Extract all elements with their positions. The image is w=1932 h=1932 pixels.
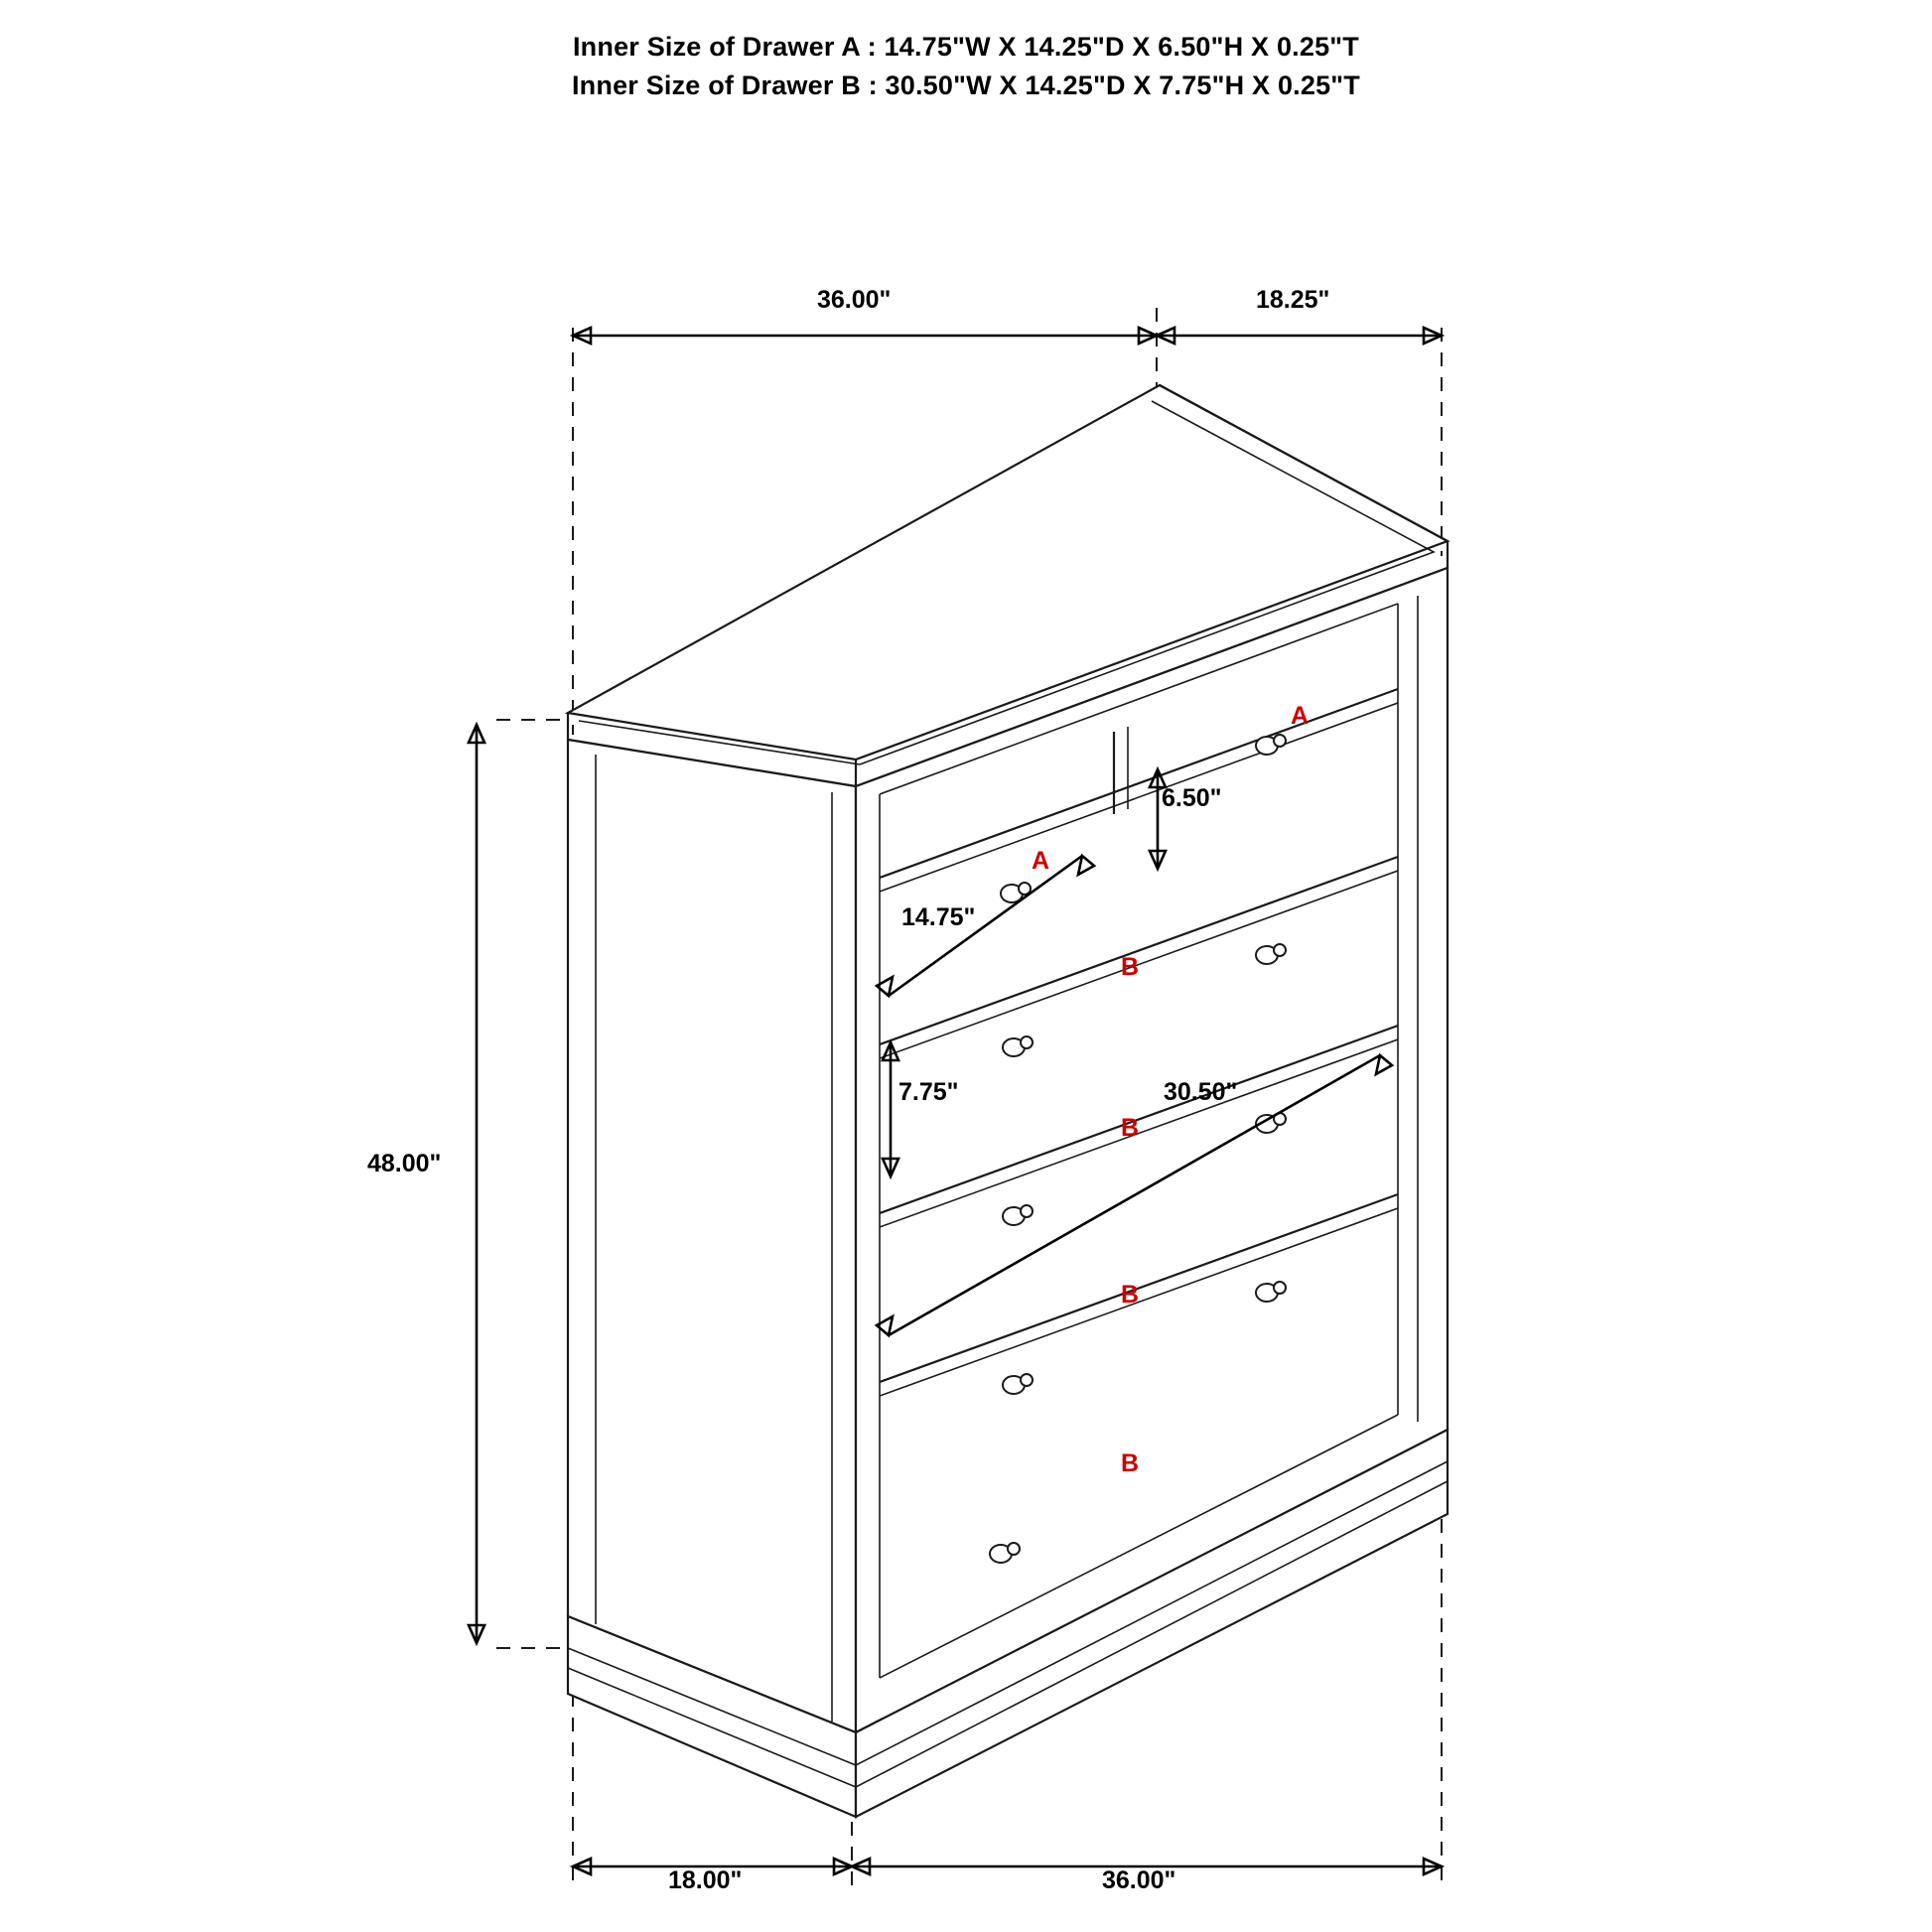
dim-height <box>469 725 484 1643</box>
header-line-drawer-a: Inner Size of Drawer A : 14.75"W X 14.25"D X 6.50"H X 0.25"T <box>572 32 1359 62</box>
label-drawer-a-height: 6.50" <box>1162 784 1222 812</box>
drawer-label-a-left: A <box>1032 847 1050 875</box>
label-top-width: 36.00" <box>817 286 892 314</box>
drawer-label-b-1: B <box>1121 953 1140 981</box>
label-height: 48.00" <box>367 1150 442 1177</box>
dim-top-width <box>573 328 1157 344</box>
drawer-label-b-2: B <box>1121 1114 1140 1142</box>
label-base-depth: 18.00" <box>668 1866 743 1894</box>
chest-left-side <box>568 740 856 1732</box>
drawer-label-b-4: B <box>1121 1449 1140 1477</box>
drawer-label-b-3: B <box>1121 1281 1140 1309</box>
label-base-width: 36.00" <box>1102 1866 1176 1894</box>
header-line-drawer-b: Inner Size of Drawer B : 30.50"W X 14.25"D X 7.75"H X 0.25"T <box>571 70 1360 101</box>
dim-top-depth <box>1157 328 1442 344</box>
label-drawer-b-height: 7.75" <box>898 1078 959 1106</box>
label-drawer-a-width: 14.75" <box>901 903 976 931</box>
label-drawer-b-width: 30.50" <box>1164 1078 1238 1106</box>
drawer-label-a-right: A <box>1291 702 1310 730</box>
label-top-depth: 18.25" <box>1256 286 1330 314</box>
